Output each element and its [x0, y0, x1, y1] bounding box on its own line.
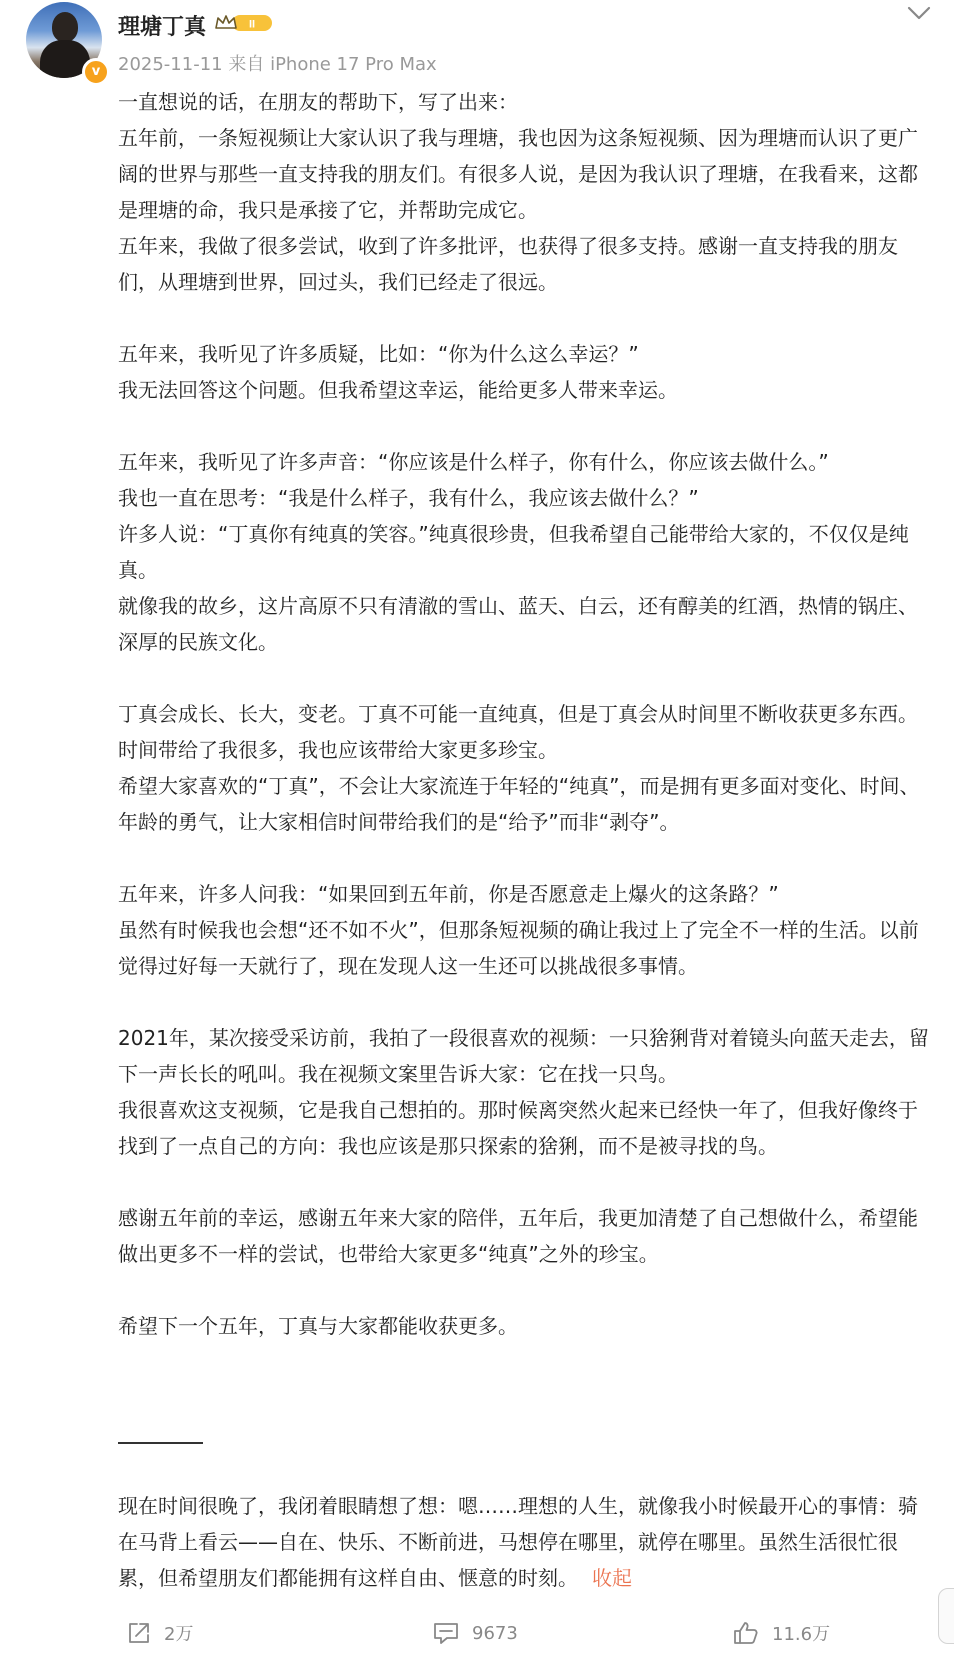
verified-v-badge-icon: v [82, 58, 110, 86]
tail-text: 现在时间很晚了，我闭着眼睛想了想：嗯……理想的人生，就像我小时候最开心的事情：骑在马背上看云——自在、快乐、不断前进，马想停在哪里，就停在哪里。虽然生活很忙很累，但希望朋友们都能拥有这样自由、惬意的时刻。 [118, 1494, 918, 1590]
side-floating-handle[interactable] [938, 1588, 954, 1644]
content-paragraph: 我很喜欢这支视频，它是我自己想拍的。那时候离突然火起来已经快一年了，但我好像终于找到了一点自己的方向：我也应该是那只探索的猞猁，而不是被寻找的鸟。 [118, 1098, 918, 1158]
content-paragraph: 希望下一个五年，丁真与大家都能收获更多。 [118, 1314, 518, 1338]
content-paragraph: 就像我的故乡，这片高原不只有清澈的雪山、蓝天、白云，还有醇美的红酒，热情的锅庄、深厚的民族文化。 [118, 594, 918, 654]
content-paragraph: 五年来，许多人问我：“如果回到五年前，你是否愿意走上爆火的这条路？” [118, 882, 779, 906]
content-paragraph: 希望大家喜欢的“丁真”，不会让大家流连于年轻的“纯真”，而是拥有更多面对变化、时间、年龄的勇气，让大家相信时间带给我们的是“给予”而非“剥夺”。 [118, 774, 920, 834]
content-paragraph: 一直想说的话，在朋友的帮助下，写了出来： [118, 90, 518, 114]
like-count: 11.6万 [772, 1624, 831, 1645]
content-paragraph: 许多人说：“丁真你有纯真的笑容。”纯真很珍贵，但我希望自己能带给大家的，不仅仅是纯真。 [118, 522, 909, 582]
content-paragraph: 五年前，一条短视频让大家认识了我与理塘，我也因为这条短视频、因为理塘而认识了更广阔的世界与那些一直支持我的朋友们。有很多人说，是因为我认识了理塘，在我看来，这都是理塘的命，我只是承接了它，并帮助完成它。 [118, 126, 918, 222]
post-content [118, 84, 930, 1344]
author-name[interactable]: 理塘丁真 [118, 15, 207, 40]
content-paragraph: 感谢五年前的幸运，感谢五年来大家的陪伴，五年后，我更加清楚了自己想做什么，希望能做出更多不一样的尝试，也带给大家更多“纯真”之外的珍宝。 [118, 1206, 918, 1266]
chevron-down-icon[interactable] [906, 4, 932, 22]
blank-line [118, 1164, 930, 1200]
content-paragraph: 我无法回答这个问题。但我希望这幸运，能给更多人带来幸运。 [118, 378, 678, 402]
share-icon [126, 1620, 152, 1646]
blank-line [118, 840, 930, 876]
content-paragraph: 五年来，我听见了许多声音：“你应该是什么样子，你有什么，你应该去做什么。” [118, 450, 829, 474]
comment-count: 9673 [472, 1622, 518, 1644]
share-button[interactable] [126, 1620, 193, 1646]
content-paragraph: 丁真会成长、长大，变老。丁真不可能一直纯真，但是丁真会从时间里不断收获更多东西。时间带给了我很多，我也应该带给大家更多珍宝。 [118, 702, 918, 762]
thumbs-up-icon [732, 1620, 760, 1646]
blank-line [118, 300, 930, 336]
avatar-head-shape [52, 12, 78, 42]
post-source: 来自 iPhone 17 Pro Max [228, 54, 437, 75]
blank-line [118, 660, 930, 696]
content-paragraph: 2021年，某次接受采访前，我拍了一段很喜欢的视频：一只猞猁背对着镜头向蓝天走去，留下一声长长的吼叫。我在视频文案里告诉大家：它在找一只鸟。 [118, 1026, 929, 1086]
post-meta [118, 50, 437, 76]
content-paragraph: 虽然有时候我也会想“还不如不火”，但那条短视频的确让我过上了完全不一样的生活。以前觉得过好每一天就行了，现在发现人这一生还可以挑战很多事情。 [118, 918, 919, 978]
comment-button[interactable] [432, 1620, 518, 1646]
post-tail [118, 1488, 930, 1596]
content-paragraph: 五年来，我听见了许多质疑，比如：“你为什么这么幸运？” [118, 342, 639, 366]
share-count: 2万 [164, 1624, 194, 1645]
like-button[interactable] [732, 1620, 830, 1646]
collapse-link[interactable]: 收起 [592, 1566, 632, 1590]
content-paragraph: 我也一直在思考：“我是什么样子，我有什么，我应该去做什么？” [118, 486, 699, 510]
divider [118, 1442, 203, 1444]
blank-line [118, 984, 930, 1020]
level-text: II [248, 18, 256, 31]
blank-line [118, 408, 930, 444]
post-date: 2025-11-11 [118, 54, 223, 75]
crown-level-2-badge-icon[interactable] [214, 12, 274, 34]
action-bar [0, 1610, 954, 1668]
content-paragraph: 五年来，我做了很多尝试，收到了许多批评，也获得了很多支持。感谢一直支持我的朋友们，从理塘到世界，回过头，我们已经走了很远。 [118, 234, 898, 294]
comment-icon [432, 1620, 460, 1646]
blank-line [118, 1272, 930, 1308]
